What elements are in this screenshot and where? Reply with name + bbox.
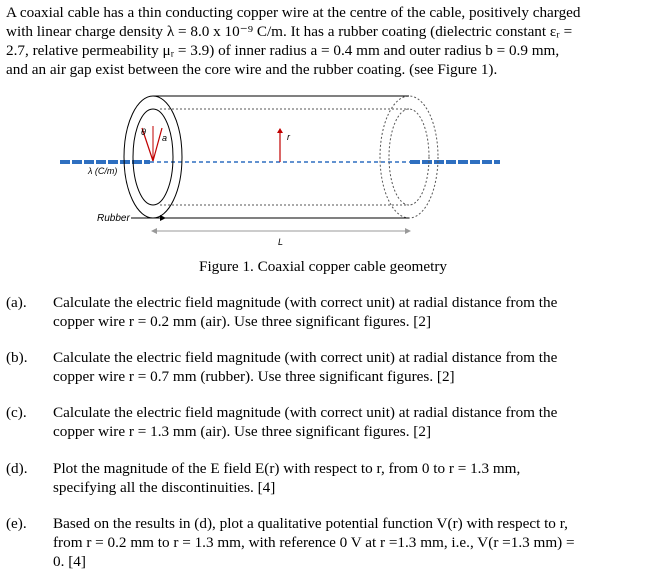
- question-line: Based on the results in (d), plot a qualitative potential function V(r) with respect to r,: [53, 515, 568, 532]
- intro-line: A coaxial cable has a thin conducting copper wire at the centre of the cable, positively charged: [6, 4, 581, 21]
- question-line: Calculate the electric field magnitude (with correct unit) at radial distance from the: [53, 404, 558, 421]
- r-label: r: [287, 132, 290, 142]
- rubber-arrowhead: [160, 215, 166, 221]
- intro-line: with linear charge density λ = 8.0 x 10⁻⁹ C/m. It has a rubber coating (dielectric constant εᵣ =: [6, 23, 573, 40]
- question-line: copper wire r = 1.3 mm (air). Use three significant figures. [2]: [53, 423, 431, 440]
- question-c: [6, 403, 636, 443]
- question-text: [53, 514, 608, 571]
- problem-statement: [6, 3, 636, 79]
- question-text: [53, 293, 608, 331]
- question-label: (c).: [6, 404, 27, 421]
- question-text: [53, 403, 608, 441]
- intro-line: and an air gap exist between the core wire and the rubber coating. (see Figure 1).: [6, 61, 498, 78]
- rubber-label: Rubber: [97, 213, 130, 224]
- question-label: (a).: [6, 294, 27, 311]
- question-b: [6, 348, 636, 388]
- theta-label: θ: [141, 127, 146, 137]
- figure-caption: Figure 1. Coaxial copper cable geometry: [199, 258, 447, 275]
- question-label: (b).: [6, 349, 28, 366]
- question-line: 0. [4]: [53, 553, 86, 570]
- question-line: Calculate the electric field magnitude (with correct unit) at radial distance from the: [53, 294, 558, 311]
- intro-line: 2.7, relative permeability μᵣ = 3.9) of inner radius a = 0.4 mm and outer radius b = 0.9 mm,: [6, 42, 560, 59]
- question-line: Calculate the electric field magnitude (with correct unit) at radial distance from the: [53, 349, 558, 366]
- question-d: [6, 459, 636, 499]
- question-a: [6, 293, 636, 333]
- length-arrowhead-left: [151, 228, 157, 234]
- r-arrowhead: [277, 128, 283, 133]
- length-arrowhead-right: [405, 228, 411, 234]
- coaxial-cable-figure: [0, 88, 646, 258]
- question-label: (d).: [6, 460, 28, 477]
- lambda-label: λ (C/m): [88, 166, 118, 176]
- question-e: [6, 514, 636, 574]
- question-text: [53, 459, 608, 497]
- question-line: from r = 0.2 mm to r = 1.3 mm, with reference 0 V at r =1.3 mm, i.e., V(r =1.3 mm) =: [53, 534, 575, 551]
- question-line: copper wire r = 0.2 mm (air). Use three significant figures. [2]: [53, 313, 431, 330]
- question-line: copper wire r = 0.7 mm (rubber). Use three significant figures. [2]: [53, 368, 455, 385]
- a-label: a: [162, 133, 168, 143]
- question-label: (e).: [6, 515, 27, 532]
- question-line: Plot the magnitude of the E field E(r) with respect to r, from 0 to r = 1.3 mm,: [53, 460, 521, 477]
- cable-cylinder: [124, 96, 438, 218]
- question-text: [53, 348, 608, 386]
- L-label: L: [278, 237, 284, 247]
- question-line: specifying all the discontinuities. [4]: [53, 479, 276, 496]
